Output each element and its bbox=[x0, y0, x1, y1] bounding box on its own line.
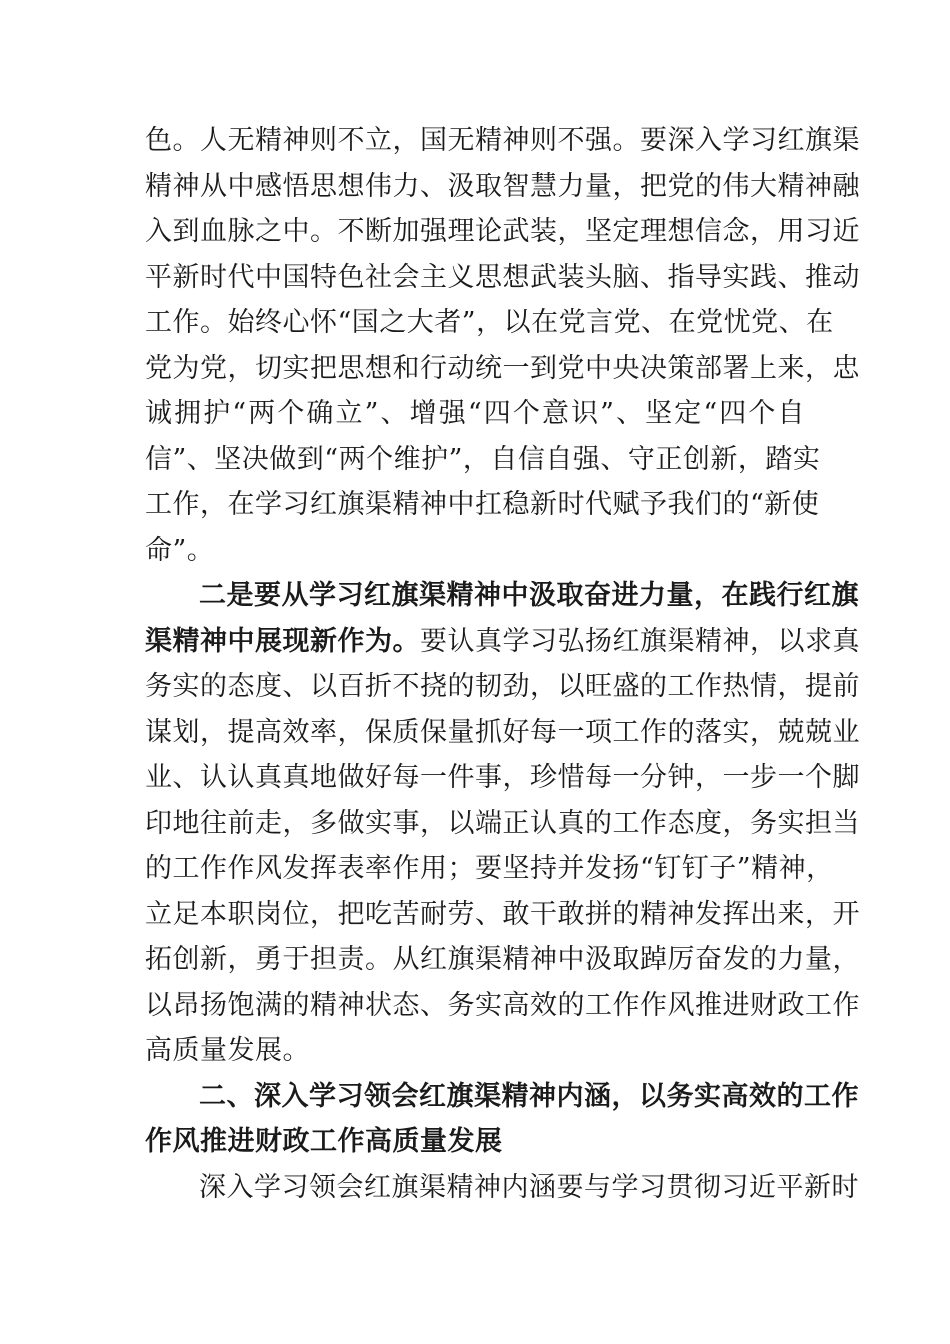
text-line: 工作，在学习红旗渠精神中扛稳新时代赋予我们的“新使 bbox=[145, 489, 820, 520]
text-line: 立足本职岗位，把吃苦耐劳、敢干敢拼的精神发挥出来，开 bbox=[145, 898, 860, 930]
text-line: 业、认认真真地做好每一件事，珍惜每一分钟，一步一个脚 bbox=[145, 762, 860, 793]
mixed-line bbox=[145, 619, 860, 665]
section-heading bbox=[145, 1074, 859, 1165]
text-line: 信”、坚决做到“两个维护”，自信自强、守正创新，踏实 bbox=[145, 443, 821, 475]
bold-lead-line: 二是要从学习红旗渠精神中汲取奋进力量，在践行红旗 bbox=[199, 580, 859, 611]
text-line: 拓创新，勇于担责。从红旗渠精神中汲取踔厉奋发的力量， bbox=[145, 944, 860, 975]
text-line: 色。人无精神则不立，国无精神则不强。要深入学习红旗渠 bbox=[145, 125, 860, 156]
paragraph-continuation bbox=[145, 118, 860, 573]
text-line: 以昂扬饱满的精神状态、务实高效的工作作风推进财政工作 bbox=[145, 989, 860, 1021]
text-line: 深入学习领会红旗渠精神内涵要与学习贯彻习近平新时 bbox=[199, 1171, 859, 1203]
text-line: 的工作作风发挥表率作用；要坚持并发扬“钉钉子”精神， bbox=[145, 853, 834, 884]
text-line: 平新时代中国特色社会主义思想武装头脑、指导实践、推动 bbox=[145, 261, 860, 293]
document-page bbox=[145, 118, 860, 1210]
text-line: 谋划，提高效率，保质保量抓好每一项工作的落实，兢兢业 bbox=[145, 716, 860, 748]
text-line: 精神从中感悟思想伟力、汲取智慧力量，把党的伟大精神融 bbox=[145, 170, 860, 202]
text-line: 入到血脉之中。不断加强理论武装，坚定理想信念，用习近 bbox=[145, 216, 860, 247]
text-line: 高质量发展。 bbox=[145, 1035, 310, 1066]
text-line: 诚拥护“两个确立”、增强“四个意识”、坚定“四个自 bbox=[145, 398, 805, 429]
text-line: 印地往前走，多做实事，以端正认真的工作态度，务实担当 bbox=[145, 807, 860, 839]
heading-line: 二、深入学习领会红旗渠精神内涵，以务实高效的工作 bbox=[199, 1080, 859, 1112]
text-line: 命”。 bbox=[145, 534, 215, 566]
text-line: 务实的态度、以百折不挠的韧劲，以旺盛的工作热情，提前 bbox=[145, 671, 860, 702]
heading-line: 作风推进财政工作高质量发展 bbox=[145, 1126, 503, 1157]
paragraph-two bbox=[145, 573, 860, 1074]
text-line: 工作。始终心怀“国之大者”，以在党言党、在党忧党、在 bbox=[145, 307, 834, 338]
text-segment: 要认真学习弘扬红旗渠精神，以求真 bbox=[420, 625, 860, 657]
bold-lead-phrase: 渠精神中展现新作为。 bbox=[145, 625, 420, 657]
text-line: 党为党，切实把思想和行动统一到党中央决策部署上来，忠 bbox=[145, 352, 860, 384]
paragraph-three bbox=[145, 1165, 859, 1211]
